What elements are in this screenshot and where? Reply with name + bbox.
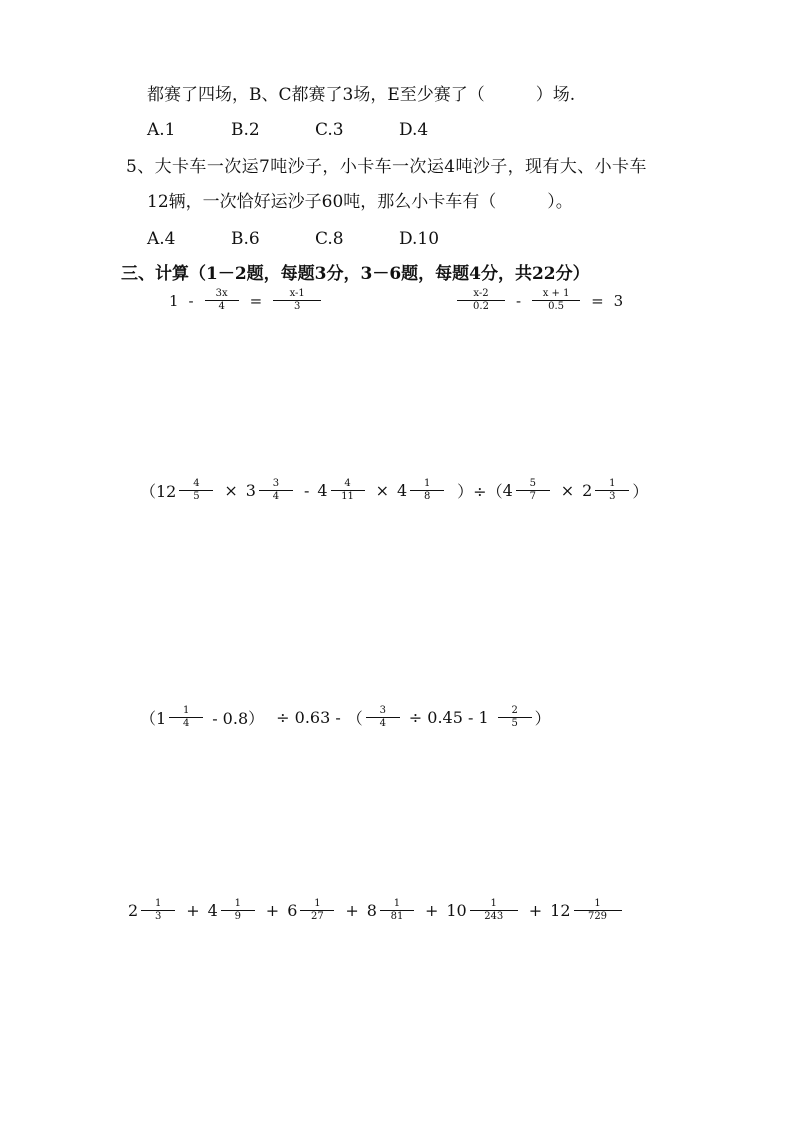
expr3-open: （12 <box>140 482 177 501</box>
expr5-term-5 <box>446 898 520 923</box>
denominator: 3 <box>609 491 616 502</box>
numerator: 1 <box>595 478 629 491</box>
denominator: 4 <box>218 301 225 312</box>
q4-option-b: B.2 <box>231 120 260 140</box>
expr5-plus: + <box>528 901 543 920</box>
q5-options <box>147 228 483 250</box>
numerator: 1 <box>410 478 444 491</box>
expr5-plus: + <box>265 901 280 920</box>
expr4-fraction-1 <box>169 705 203 730</box>
expr3-whole-6: 2 <box>582 481 593 500</box>
denominator: 0.2 <box>473 301 489 312</box>
expression-4 <box>140 705 551 730</box>
denominator: 3 <box>294 301 301 312</box>
whole: 4 <box>207 901 218 920</box>
eq2-equals: = <box>591 291 604 310</box>
fraction <box>380 898 414 923</box>
expr5-term-2 <box>208 898 258 923</box>
q4-option-c: C.3 <box>315 120 344 140</box>
denominator: 11 <box>341 491 354 502</box>
numerator: 5 <box>516 478 550 491</box>
q4-text-continuation: 都赛了四场，B、C都赛了3场，E至少赛了（ ）场. <box>147 85 576 105</box>
whole: 10 <box>446 901 467 920</box>
expr3-end: ） <box>632 482 649 501</box>
numerator: 1 <box>380 898 414 911</box>
expr5-term-3 <box>287 898 337 923</box>
expression-5 <box>128 898 625 923</box>
q5-option-c: C.8 <box>315 229 344 249</box>
numerator: 1 <box>169 705 203 718</box>
expr3-whole-4: 4 <box>396 481 408 500</box>
whole: 12 <box>550 901 571 920</box>
expr3-fraction-4 <box>410 478 444 503</box>
q5-option-a: A.4 <box>147 229 176 249</box>
fraction <box>300 898 334 923</box>
expr5-plus: + <box>186 901 200 920</box>
expr4-open: （1 <box>140 709 167 728</box>
expr5-term-4 <box>367 898 417 923</box>
q5-text-line2: 12辆，一次恰好运沙子60吨，那么小卡车有（ ）。 <box>147 192 573 212</box>
expr4-fraction-2 <box>366 705 400 730</box>
denominator: 5 <box>511 718 518 729</box>
expr4-end: ） <box>534 709 551 728</box>
numerator: 3 <box>366 705 400 718</box>
numerator: x-1 <box>273 288 321 301</box>
numerator: 1 <box>141 898 175 911</box>
expr3-fraction-2 <box>259 478 293 503</box>
q5-option-d: D.10 <box>399 229 440 249</box>
numerator: 2 <box>498 705 532 718</box>
numerator: x-2 <box>457 288 505 301</box>
denominator: 81 <box>390 911 404 922</box>
expr5-term-1 <box>128 898 178 923</box>
q5-text-line1: 5、大卡车一次运7吨沙子，小卡车一次运4吨沙子，现有大、小卡车 <box>126 157 647 177</box>
eq1-equals: = <box>249 291 263 310</box>
expr3-whole-2: 3 <box>245 481 256 500</box>
q5-option-b: B.6 <box>231 229 260 249</box>
expr4-divide-063: ÷ 0.63 - <box>276 708 341 727</box>
numerator: x + 1 <box>532 288 580 301</box>
numerator: 3 <box>259 478 293 491</box>
fraction <box>221 898 255 923</box>
denominator: 0.5 <box>548 301 565 312</box>
whole: 2 <box>128 901 139 920</box>
eq2-fraction-2 <box>532 288 580 313</box>
denominator: 4 <box>379 718 386 729</box>
expr3-times: × <box>224 481 238 500</box>
expr3-whole-3: 4 <box>317 481 328 500</box>
eq1-minus: - <box>188 291 194 310</box>
eq2-fraction-1 <box>457 288 505 313</box>
expr3-fraction-5 <box>516 478 550 503</box>
fraction <box>574 898 622 923</box>
numerator: 1 <box>574 898 622 911</box>
denominator: 5 <box>193 491 200 502</box>
fraction <box>141 898 175 923</box>
numerator: 3x <box>205 288 239 301</box>
expr5-term-6 <box>550 898 624 923</box>
eq1-fraction-1 <box>205 288 239 313</box>
expr4-fraction-3 <box>498 705 532 730</box>
section-3-heading: 三、计算（1－2题，每题3分，3－6题，每题4分，共22分） <box>121 264 590 284</box>
expr3-fraction-6 <box>595 478 629 503</box>
expr3-fraction-3 <box>331 478 365 503</box>
fraction <box>470 898 518 923</box>
denominator: 4 <box>183 718 190 729</box>
expr3-whole-5: 4 <box>502 481 513 500</box>
whole: 6 <box>287 901 298 920</box>
equation-1 <box>167 288 324 313</box>
expr3-times-2: × <box>375 481 389 500</box>
eq2-rhs: 3 <box>613 291 624 310</box>
denominator: 729 <box>587 911 608 922</box>
expr3-fraction-1 <box>179 478 213 503</box>
eq1-one: 1 <box>169 291 179 310</box>
q4-option-a: A.1 <box>147 120 176 140</box>
eq2-minus: - <box>516 291 522 310</box>
expr5-plus: + <box>345 901 359 920</box>
expr4-minus-08: - 0.8） <box>212 709 265 728</box>
expression-3 <box>140 478 648 503</box>
denominator: 4 <box>272 491 280 502</box>
denominator: 8 <box>423 491 431 502</box>
denominator: 27 <box>311 911 324 922</box>
expr4-divide-045: ÷ 0.45 - 1 <box>408 708 489 727</box>
denominator: 7 <box>529 491 536 502</box>
numerator: 4 <box>331 478 365 491</box>
expr5-plus: + <box>424 901 439 920</box>
expr4-paren: （ <box>346 709 363 728</box>
expr3-close-divide: ）÷（ <box>457 482 503 501</box>
numerator: 1 <box>470 898 518 911</box>
numerator: 1 <box>221 898 255 911</box>
denominator: 9 <box>234 911 241 922</box>
equation-2 <box>454 288 625 313</box>
q4-option-d: D.4 <box>399 120 429 140</box>
eq1-fraction-2 <box>273 288 321 313</box>
expr3-times-3: × <box>560 481 575 500</box>
whole: 8 <box>366 901 377 920</box>
q4-options <box>147 119 483 141</box>
numerator: 1 <box>300 898 334 911</box>
expr3-minus: - <box>303 481 310 500</box>
numerator: 4 <box>179 478 213 491</box>
denominator: 243 <box>484 911 504 922</box>
denominator: 3 <box>155 911 162 922</box>
